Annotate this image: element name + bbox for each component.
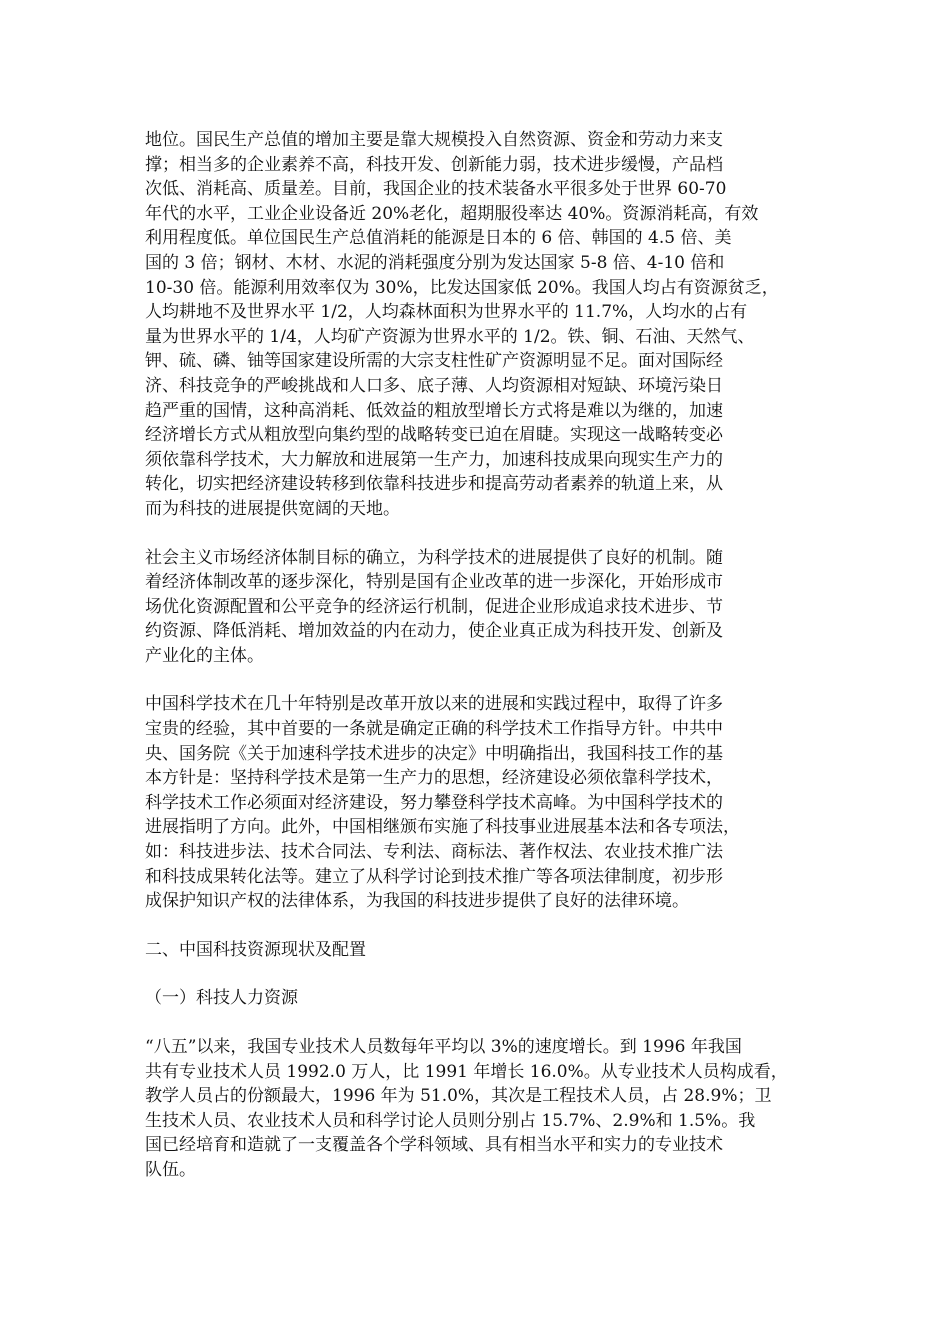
text-line: 国已经培育和造就了一支覆盖各个学科领域、具有相当水平和实力的专业技术	[145, 1135, 723, 1156]
text-line: 而为科技的进展提供宽阔的天地。	[145, 498, 400, 519]
text-line: 生技术人员、农业技术人员和科学讨论人员则分别占 15.7%、2.9%和 1.5%。我	[145, 1110, 756, 1131]
text-line: 队伍。	[145, 1159, 196, 1180]
text-line: 10-30 倍。能源利用效率仅为 30%，比发达国家低 20%。我国人均占有资源贫乏，	[145, 277, 779, 298]
section-heading	[145, 938, 835, 963]
text-line: 中国科学技术在几十年特别是改革开放以来的进展和实践过程中，取得了许多	[145, 694, 723, 715]
subsection-heading	[145, 986, 835, 1011]
paragraph-human-resources	[145, 1035, 835, 1183]
text-line: 转化，切实把经济建设转移到依靠科技进步和提高劳动者素养的轨道上来，从	[145, 474, 723, 495]
text-line: 产业化的主体。	[145, 645, 264, 666]
text-line: 宝贵的经验，其中首要的一条就是确定正确的科学技术工作指导方针。中共中	[145, 719, 723, 740]
text-line: 钾、硫、磷、铀等国家建设所需的大宗支柱性矿产资源明显不足。面对国际经	[145, 351, 723, 372]
text-line: 教学人员占的份额最大，1996 年为 51.0%，其次是工程技术人员，占 28.9%；卫	[145, 1086, 772, 1107]
text-line: 科学技术工作必须面对经济建设，努力攀登科学技术高峰。为中国科学技术的	[145, 792, 723, 813]
text-line: 本方针是：坚持科学技术是第一生产力的思想，经济建设必须依靠科学技术，	[145, 768, 723, 789]
text-line: 成保护知识产权的法律体系，为我国的科技进步提供了良好的法律环境。	[145, 891, 689, 912]
paragraph-market-economy	[145, 546, 835, 669]
paragraph-guiding-policy	[145, 692, 835, 913]
text-line: 约资源、降低消耗、增加效益的内在动力，使企业真正成为科技开发、创新及	[145, 621, 723, 642]
text-line: 共有专业技术人员 1992.0 万人，比 1991 年增长 16.0%。从专业技术人员构成看，	[145, 1061, 788, 1082]
text-line: 经济增长方式从粗放型向集约型的战略转变已迫在眉睫。实现这一战略转变必	[145, 425, 723, 446]
subsection-heading-text: （一）科技人力资源	[145, 988, 298, 1009]
paragraph-resource-consumption	[145, 128, 835, 522]
text-line: 年代的水平，工业企业设备近 20%老化，超期服役率达 40%。资源消耗高，有效	[145, 203, 759, 224]
text-line: 场优化资源配置和公平竞争的经济运行机制，促进企业形成追求技术进步、节	[145, 596, 723, 617]
text-line: 央、国务院《关于加速科学技术进步的决定》中明确指出，我国科技工作的基	[145, 743, 723, 764]
text-line: 量为世界水平的 1/4，人均矿产资源为世界水平的 1/2。铁、铜、石油、天然气、	[145, 326, 755, 347]
text-line: 进展指明了方向。此外，中国相继颁布实施了科技事业进展基本法和各专项法，	[145, 817, 740, 838]
text-line: “八五”以来，我国专业技术人员数每年平均以 3%的速度增长。到 1996 年我国	[145, 1037, 742, 1057]
text-line: 地位。国民生产总值的增加主要是靠大规模投入自然资源、资金和劳动力来支	[145, 130, 723, 150]
text-line: 着经济体制改革的逐步深化，特别是国有企业改革的进一步深化，开始形成市	[145, 572, 723, 593]
text-line: 次低、消耗高、质量差。目前，我国企业的技术装备水平很多处于世界 60-70	[145, 179, 727, 200]
text-line: 撑；相当多的企业素养不高，科技开发、创新能力弱，技术进步缓慢，产品档	[145, 154, 723, 175]
text-line: 如：科技进步法、技术合同法、专利法、商标法、著作权法、农业技术推广法	[145, 842, 723, 863]
document-body	[145, 128, 835, 1207]
text-line: 利用程度低。单位国民生产总值消耗的能源是日本的 6 倍、韩国的 4.5 倍、美	[145, 228, 732, 249]
text-line: 人均耕地不及世界水平 1/2，人均森林面积为世界水平的 11.7%，人均水的占有	[145, 302, 748, 323]
text-line: 社会主义市场经济体制目标的确立，为科学技术的进展提供了良好的机制。随	[145, 547, 723, 568]
text-line: 须依靠科学技术，大力解放和进展第一生产力，加速科技成果向现实生产力的	[145, 449, 723, 470]
section-heading-text: 二、中国科技资源现状及配置	[145, 939, 366, 960]
text-line: 和科技成果转化法等。建立了从科学讨论到技术推广等各项法律制度，初步形	[145, 866, 723, 887]
text-line: 趋严重的国情，这种高消耗、低效益的粗放型增长方式将是难以为继的，加速	[145, 400, 723, 421]
text-line: 国的 3 倍；钢材、木材、水泥的消耗强度分别为发达国家 5-8 倍、4-10 倍和	[145, 252, 725, 273]
text-line: 济、科技竞争的严峻挑战和人口多、底子薄、人均资源相对短缺、环境污染日	[145, 375, 723, 396]
